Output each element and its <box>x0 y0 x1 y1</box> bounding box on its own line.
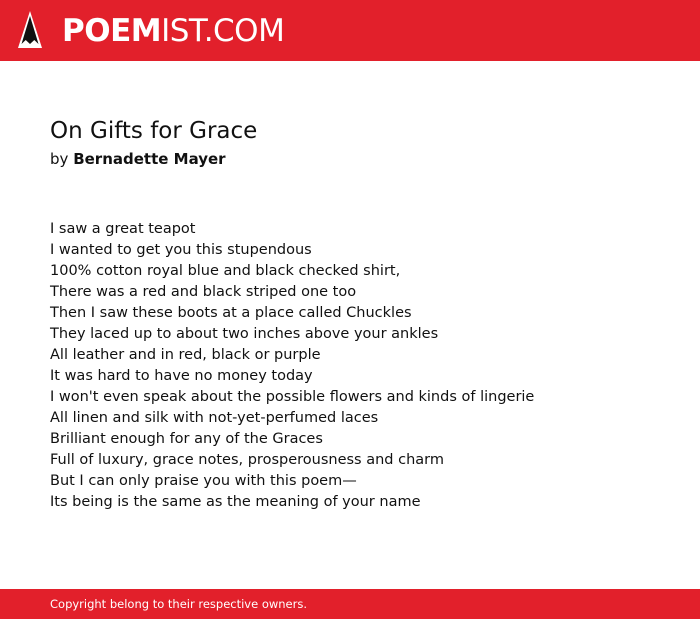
poem-author: Bernadette Mayer <box>73 150 226 168</box>
poem-title: On Gifts for Grace <box>50 118 258 144</box>
poem-line: But I can only praise you with this poem— <box>50 473 357 489</box>
copyright-text: Copyright belong to their respective owners. <box>50 597 308 611</box>
poem-line: All leather and in red, black or purple <box>50 347 321 363</box>
poem-line: There was a red and black striped one too <box>50 284 357 300</box>
poem-line: Then I saw these boots at a place called Chuckles <box>50 305 412 321</box>
poem-line: They laced up to about two inches above your ankles <box>50 326 439 342</box>
by-label: by <box>50 150 69 168</box>
poem-line: Brilliant enough for any of the Graces <box>50 431 323 447</box>
poem-line: I saw a great teapot <box>50 221 196 237</box>
poem-line: 100% cotton royal blue and black checked shirt, <box>50 263 401 279</box>
poem-line: Full of luxury, grace notes, prosperousness and charm <box>50 452 444 468</box>
poem-line: Its being is the same as the meaning of your name <box>50 494 421 510</box>
poem-line: It was hard to have no money today <box>50 368 313 384</box>
poem-line: I won't even speak about the possible flowers and kinds of lingerie <box>50 389 535 405</box>
poem-byline <box>50 148 226 170</box>
site-logo[interactable] <box>62 12 284 50</box>
logo-light-text: IST.COM <box>161 13 285 49</box>
logo-bold-text: POEM <box>62 13 162 49</box>
pencil-icon[interactable] <box>17 10 43 51</box>
poem-line: I wanted to get you this stupendous <box>50 242 312 258</box>
poem-line: All linen and silk with not-yet-perfumed laces <box>50 410 379 426</box>
site-header <box>0 0 700 61</box>
poem-body <box>50 219 670 513</box>
site-footer <box>0 589 700 619</box>
